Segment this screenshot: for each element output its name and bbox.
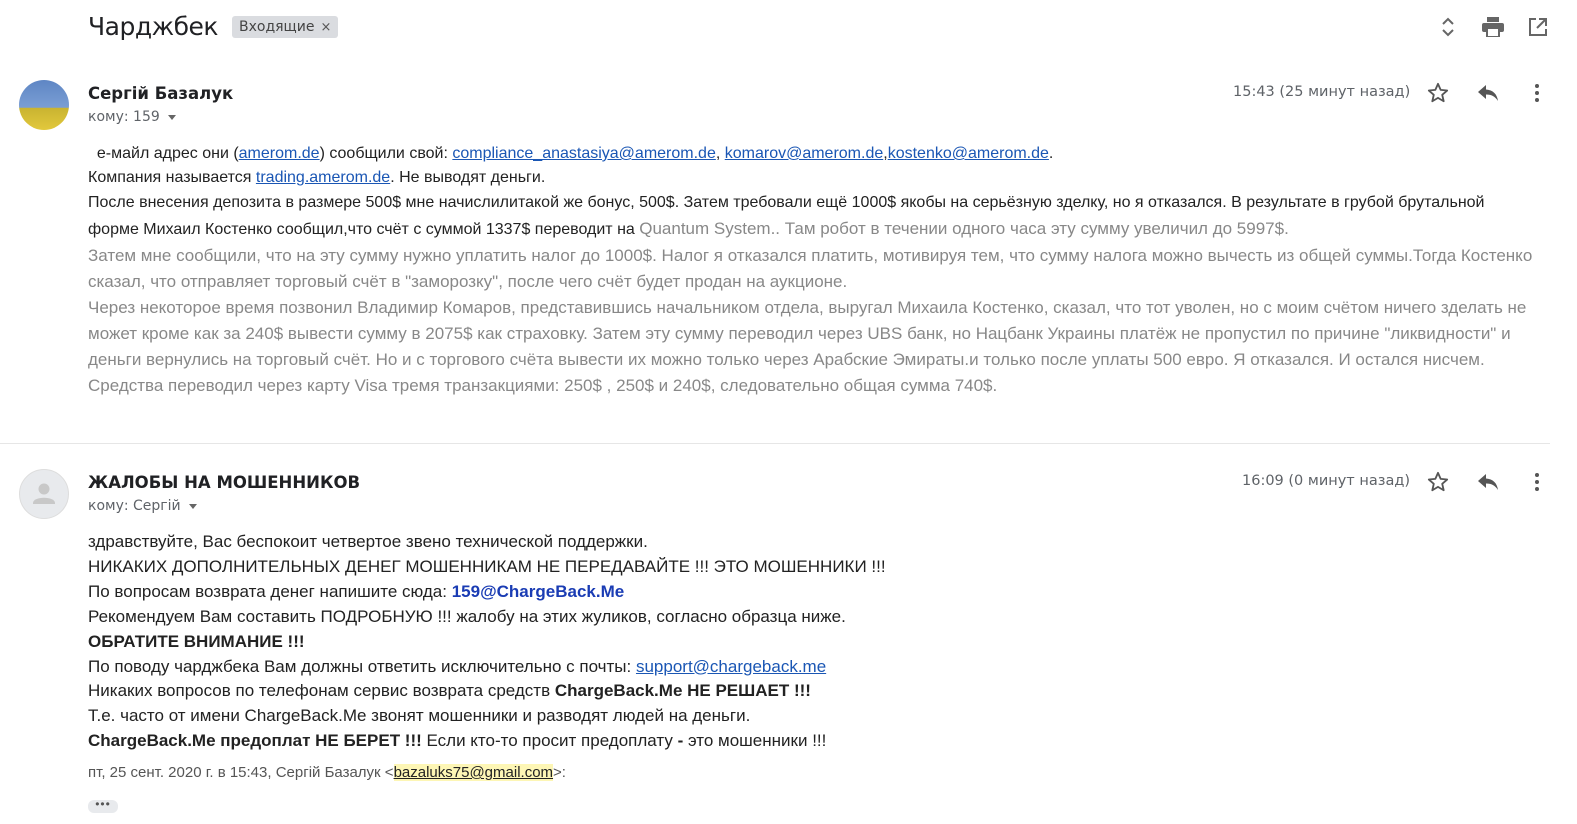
text: . Не выводят деньги. — [390, 169, 546, 186]
text: , — [883, 145, 888, 162]
text: - — [677, 731, 684, 751]
text: По поводу чарджбека Вам должны ответить исключительно с почты: — [88, 656, 636, 676]
body-line — [88, 142, 1538, 166]
link-support-email[interactable]: support@chargeback.me — [635, 656, 827, 676]
body-paragraph: Через некоторое время позвонил Владимир Комаров, представившись начальником отдела, выругал Михаила Костенко, сказал, что тот уволен, но с моим счётом ничего зделать не может кроме как за 240$ вывести сумму в 2075$ как страховку. Затем эту сумму переводил через UBS банк, но Нацбанк Украины платёж не пропустил по причине "ликвидности" и деньги вернулись на торговый счёт. Но и с торгового счёта вывести их можно только через Арабские Эмираты.и только после уплаты 500 евро. Я отказался. И остался нисчем. — [88, 298, 1527, 369]
body-line — [88, 729, 1488, 754]
text: это мошенники !!! — [683, 731, 827, 751]
text: ChargeBack.Me НЕ РЕШАЕТ !!! — [554, 681, 811, 701]
text: Если кто-то просит предоплату — [421, 731, 678, 751]
body-line: ОБРАТИТЕ ВНИМАНИЕ !!! — [88, 631, 305, 651]
body-line — [88, 679, 1488, 704]
text: Никаких вопросов по телефонам сервис возврата средств — [88, 681, 555, 701]
star-icon[interactable] — [1425, 469, 1451, 495]
quote-header — [88, 764, 566, 781]
email-address: 159@ChargeBack.Me — [451, 581, 625, 601]
message-body — [88, 142, 1538, 399]
more-vert-icon[interactable] — [1524, 80, 1550, 106]
email-subject: Чарджбек — [88, 12, 219, 41]
text: пт, 25 сент. 2020 г. в 15:43, Сергій Базалук < — [88, 764, 394, 781]
open-in-new-icon[interactable] — [1525, 14, 1551, 40]
label-chip-text: Входящие — [239, 19, 315, 35]
body-line: Рекомендуем Вам составить ПОДРОБНУЮ !!! жалобу на этих жуликов, согласно образца ниже. — [88, 606, 846, 626]
chevron-down-icon[interactable] — [189, 504, 197, 509]
recipient-details[interactable] — [88, 498, 197, 514]
text: По вопросам возврата денег напишите сюда: — [88, 581, 452, 601]
link-trading-amerom[interactable]: trading.amerom.de — [255, 169, 391, 186]
quoted-sender-email[interactable]: bazaluks75@gmail.com — [393, 764, 554, 781]
print-icon[interactable] — [1480, 14, 1506, 40]
body-line — [88, 166, 1538, 190]
text: >: — [553, 764, 566, 781]
body-line: НИКАКИХ ДОПОЛНИТЕЛЬНЫХ ДЕНЕГ МОШЕННИКАМ НЕ ПЕРЕДАВАЙТЕ !!! ЭТО МОШЕННИКИ !!! — [88, 556, 886, 576]
body-paragraph — [88, 190, 1538, 243]
body-line: Т.е. часто от имени ChargeBack.Me звонят мошенники и разводят людей на деньги. — [88, 706, 751, 726]
link-compliance-email[interactable]: compliance_anastasiya@amerom.de — [452, 145, 716, 162]
avatar — [19, 469, 69, 519]
recipient-text: кому: 159 — [88, 109, 160, 125]
body-line: здравствуйте, Вас беспокоит четвертое звено технической поддержки. — [88, 532, 648, 551]
link-kostenko-email[interactable]: kostenko@amerom.de — [887, 145, 1049, 162]
avatar — [19, 80, 69, 130]
text: Компания называется — [88, 169, 256, 186]
sender-name[interactable]: ЖАЛОБЫ НА МОШЕННИКОВ — [88, 473, 361, 492]
text: Quantum System.. Там робот в течении одного часа эту сумму увеличил до 5997$. — [639, 219, 1289, 238]
star-icon[interactable] — [1425, 80, 1451, 106]
body-paragraph: Средства переводил через карту Visa тремя транзакциями: 250$ , 250$ и 240$, следовательно общая сумма 740$. — [88, 376, 998, 395]
person-icon — [20, 470, 68, 518]
body-line — [88, 580, 1488, 605]
text: е-майл адрес они ( — [96, 145, 239, 162]
message-time: 16:09 (0 минут назад) — [1242, 473, 1411, 489]
reply-icon[interactable] — [1475, 80, 1501, 106]
recipient-details[interactable] — [88, 109, 176, 125]
message-divider — [0, 443, 1550, 444]
recipient-text: кому: Сергій — [88, 498, 181, 514]
reply-icon[interactable] — [1475, 469, 1501, 495]
text: . — [1048, 145, 1054, 162]
more-vert-icon[interactable] — [1524, 469, 1550, 495]
show-trimmed-content-button[interactable]: ••• — [88, 800, 118, 813]
unfold-icon[interactable] — [1435, 14, 1461, 40]
message-body — [88, 530, 1488, 754]
text: , — [715, 145, 725, 162]
text: ) сообщили свой: — [319, 145, 453, 162]
message-time: 15:43 (25 минут назад) — [1233, 84, 1411, 100]
link-amerom[interactable]: amerom.de — [238, 145, 320, 162]
sender-name[interactable]: Сергій Базалук — [88, 84, 234, 103]
body-line — [88, 655, 1488, 680]
body-paragraph: Затем мне сообщили, что на эту сумму нужно уплатить налог до 1000$. Налог я отказался платить, мотивируя тем, что сумму налога можно вычесть из общей суммы.Тогда Костенко сказал, что отправляет торговый счёт в "заморозку", после чего счёт будет продан на аукционе. — [88, 246, 1533, 291]
link-komarov-email[interactable]: komarov@amerom.de — [724, 145, 884, 162]
chevron-down-icon[interactable] — [168, 115, 176, 120]
text: После внесения депозита в размере 500$ мне начислилитакой же бонус, 500$. Затем требовали ещё 1000$ якобы на серьёзную зделку, но я отказался. В результате в грубой брутальной форме Михаил Костенко сообщил,что счёт с суммой 1337$ переводит на — [88, 194, 1485, 238]
label-chip-inbox[interactable] — [232, 16, 338, 38]
remove-label-icon[interactable]: × — [320, 20, 332, 35]
text: ChargeBack.Me предоплат НЕ БЕРЕТ !!! — [88, 731, 422, 751]
